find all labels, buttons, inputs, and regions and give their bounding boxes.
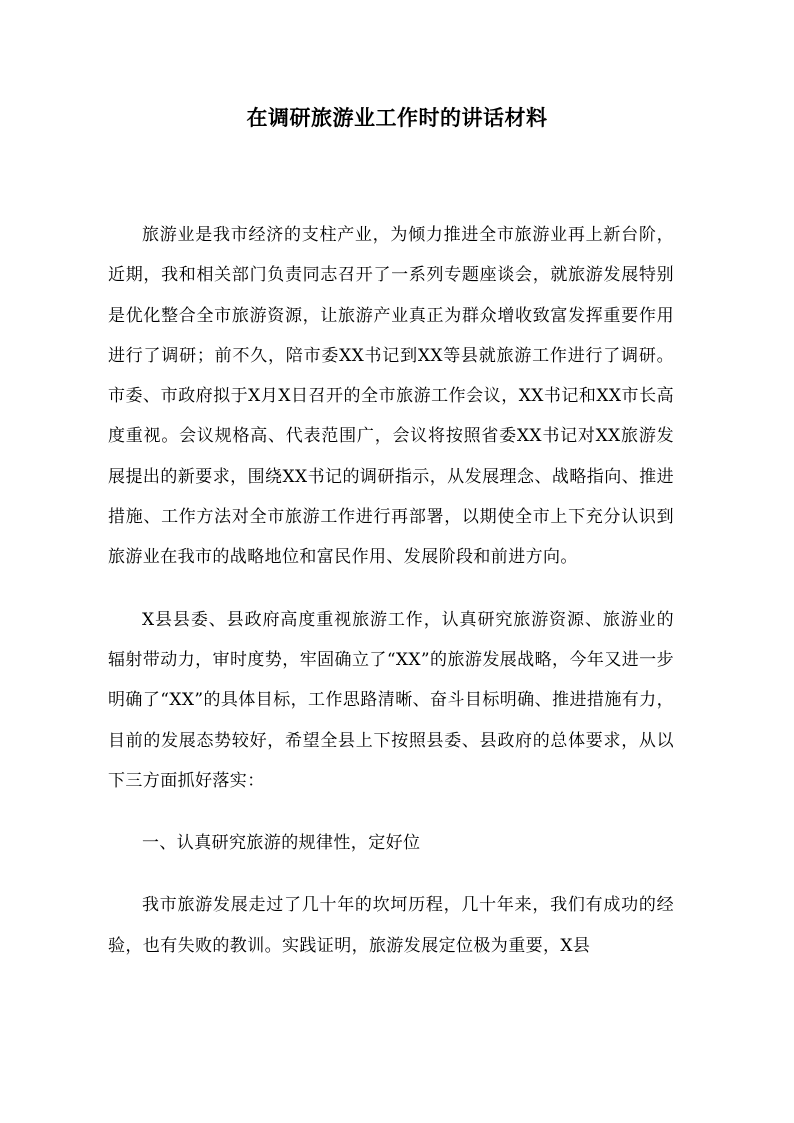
paragraph-county: X县县委、县政府高度重视旅游工作，认真研究旅游资源、旅游业的辐射带动力，审时度势，牢固确立了“XX”的旅游发展战略，今年又进一步明确了“XX”的具体目标，工作思路清晰、奋斗目标明确、推进措施有力，目前的发展态势较好，希望全县上下按照县委、县政府的总体要求，从以下三方面抓好落实： <box>108 609 674 791</box>
paragraph-gap <box>108 801 674 823</box>
paragraph-gap <box>108 863 674 885</box>
paragraph-history: 我市旅游发展走过了几十年的坎坷历程，几十年来，我们有成功的经验，也有失败的教训。实践证明，旅游发展定位极为重要，X县 <box>108 895 674 956</box>
paragraph-gap <box>108 578 674 600</box>
document-title: 在调研旅游业工作时的讲话材料 <box>246 106 548 130</box>
document-body <box>108 215 674 966</box>
paragraph-intro: 旅游业是我市经济的支柱产业，为倾力推进全市旅游业再上新台阶，近期，我和相关部门负责同志召开了一系列专题座谈会，就旅游发展特别是优化整合全市旅游资源，让旅游产业真正为群众增收致富发挥重要作用进行了调研；前不久，陪市委XX书记到XX等县就旅游工作进行了调研。市委、市政府拟于X月X日召开的全市旅游工作会议，XX书记和XX市长高度重视。会议规格高、代表范围广，会议将按照省委XX书记对XX旅游发展提出的新要求，围绕XX书记的调研指示，从发展理念、战略指向、推进措施、工作方法对全市旅游工作进行再部署，以期使全市上下充分认识到旅游业在我市的战略地位和富民作用、发展阶段和前进方向。 <box>108 225 674 568</box>
section-heading-1: 一、认真研究旅游的规律性，定好位 <box>142 833 421 854</box>
